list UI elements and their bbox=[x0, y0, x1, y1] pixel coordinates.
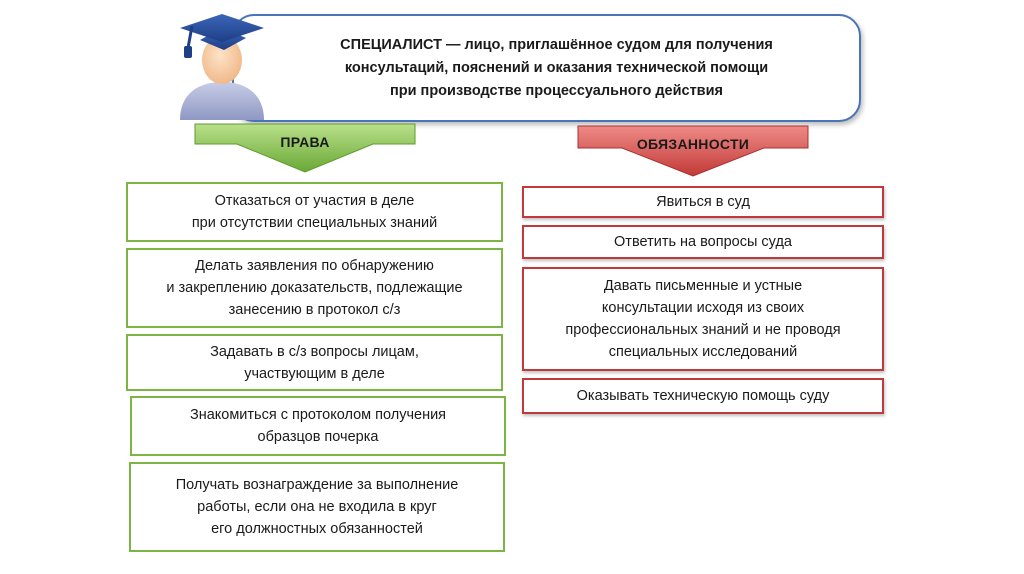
rights-label: ПРАВА bbox=[280, 134, 330, 150]
rights-item-line: Знакомиться с протоколом получения bbox=[189, 407, 447, 423]
rights-item-line: участвующим в деле bbox=[244, 365, 385, 382]
rights-item bbox=[126, 182, 503, 242]
rights-item bbox=[130, 396, 506, 456]
definition-line: консультаций, пояснений и оказания технической помощи bbox=[344, 59, 769, 76]
duties-item bbox=[522, 186, 884, 218]
definition-line: при производстве процессуального действия bbox=[390, 82, 723, 99]
duties-item-line: специальных исследований bbox=[608, 344, 798, 360]
rights-item-line: Делать заявления по обнаружению bbox=[195, 258, 434, 274]
rights-item bbox=[126, 334, 503, 391]
duties-item-line: консультации исходя из своих bbox=[601, 300, 805, 316]
definition-text bbox=[277, 34, 837, 103]
definition-line: СПЕЦИАЛИСТ — лицо, приглашённое судом для получения bbox=[340, 36, 773, 53]
rights-item-line: и закреплению доказательств, подлежащие bbox=[166, 280, 463, 296]
duties-item-line: профессиональных знаний и не проводя bbox=[565, 322, 841, 338]
duties-label: ОБЯЗАННОСТИ bbox=[636, 136, 750, 152]
rights-item-line: при отсутствии специальных знаний bbox=[191, 215, 438, 231]
rights-item-line: работы, если она не входила в круг bbox=[197, 499, 437, 515]
rights-item bbox=[129, 462, 505, 552]
definition-box bbox=[232, 14, 861, 122]
rights-item-line: Получать вознаграждение за выполнение bbox=[175, 477, 459, 493]
duties-item-line: Ответить на вопросы суда bbox=[614, 234, 792, 250]
duties-item-line: Оказывать техническую помощь суду bbox=[576, 388, 830, 404]
duties-item bbox=[522, 378, 884, 414]
duties-item-line: Давать письменные и устные bbox=[603, 278, 803, 294]
duties-arrow bbox=[576, 124, 810, 178]
rights-item-line: занесению в протокол с/з bbox=[228, 302, 401, 318]
rights-item-line: Задавать в с/з вопросы лицам, bbox=[210, 343, 419, 360]
specialist-avatar-icon bbox=[176, 8, 268, 122]
rights-item-line: Отказаться от участия в деле bbox=[214, 193, 415, 209]
rights-item-line: его должностных обязанностей bbox=[211, 521, 423, 537]
duties-item bbox=[522, 225, 884, 259]
rights-arrow bbox=[193, 122, 417, 174]
rights-item bbox=[126, 248, 503, 328]
duties-item-line: Явиться в суд bbox=[656, 194, 750, 210]
duties-item bbox=[522, 267, 884, 371]
rights-item-line: образцов почерка bbox=[257, 429, 379, 445]
